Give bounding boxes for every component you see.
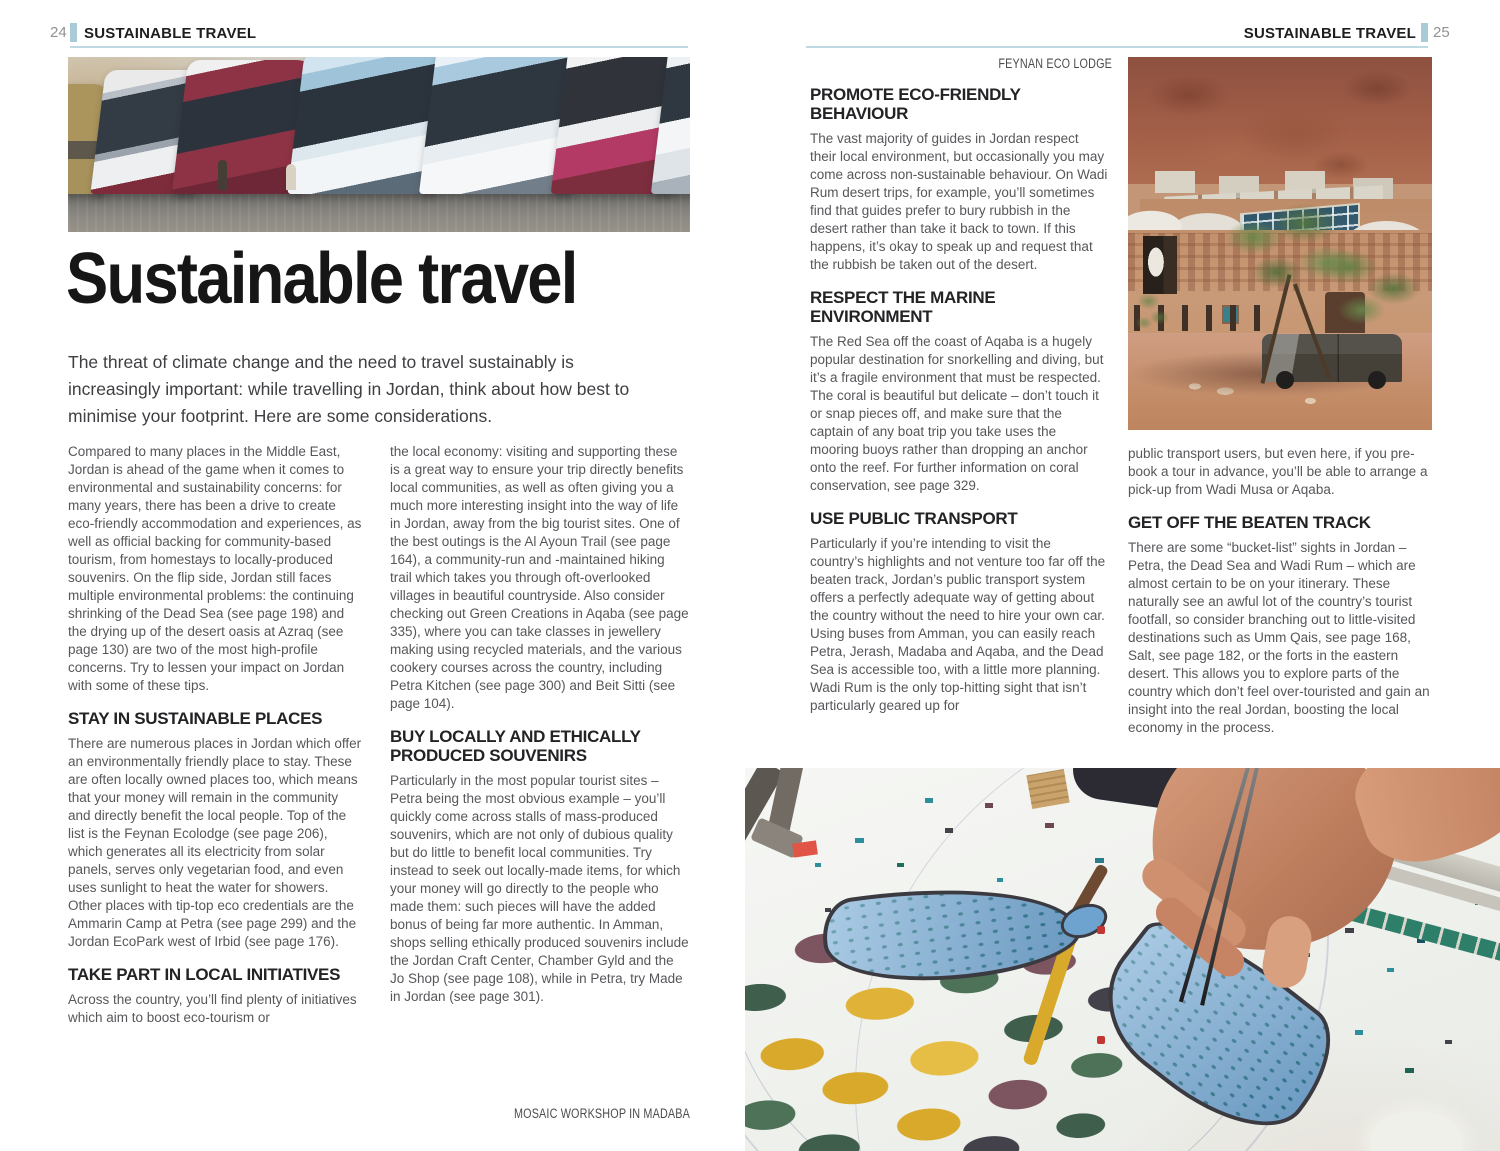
wood-block (1026, 769, 1069, 809)
tour-buses-photo (68, 57, 690, 232)
paragraph: Across the country, you’ll find plenty of initiatives which aim to boost eco-tourism or (68, 992, 357, 1025)
left-page-column-1 (68, 443, 364, 1027)
tree-foliage (1304, 229, 1432, 337)
section-heading-stay: STAY IN SUSTAINABLE PLACES (68, 709, 323, 728)
paragraph: Particularly in the most popular tourist sites – Petra being the most obvious example – you’ll quickly come across stalls of mass-produced souvenirs, which are not only of dubious quality but do little to benefit local communities. Try instead to seek out locally-made items, for which your money will go directly to the people who made them: such pieces will have the added bonus of being far more authentic. In Amman, shops selling ethically produced souvenirs include the Jordan Craft Center, Chamber Gyld and the Jo Shop (see page 108), while in Petra, try Made in Jordan (see page 301). (390, 773, 689, 1004)
header-rule-left (70, 46, 688, 48)
truck-wheel (1368, 371, 1386, 389)
paragraph: There are numerous places in Jordan which offer an environmentally friendly place to stay. These are often locally owned places too, which means that your money will remain in the community and directly benefit the local people. Top of the list is the Feynan Ecolodge (see page 206), which generates all its electricity from solar panels, serves only vegetarian food, and even uses sunlight to heat the water for showers. Other places with tip-top eco credentials are the Ammarin Camp at Petra (see page 299) and the Jordan EcoPark west of Irbid (see page 176). (68, 736, 362, 949)
person-silhouette (218, 160, 227, 190)
red-tessera (1097, 1036, 1105, 1044)
paragraph: Particularly if you’re intending to visit the country’s highlights and not venture too far off the beaten track, Jordan’s public transport system offers a perfectly adequate way of getting about the country without the need to hire your own car. Using buses from Amman, you can easily reach Petra, Jerash, Madaba and Aqaba, and the Dead Sea is accessible too, with a little more planning. Wadi Rum is the only top-hitting sight that isn’t particularly geared up for (810, 536, 1106, 713)
paragraph: the local economy: visiting and supporting these is a great way to ensure your trip directly benefits local communities, as well as often giving you a much more interesting insight into the way of life in Jordan, away from the big tourist sites. One of the best outings is the Al Ayoun Trail (see page 164), a community-run and -maintained hiking trail which takes you through oft-overlooked villages in beautiful countryside. Also consider checking out Green Creations in Aqaba (see page 335), where you can take classes in jewellery making using recycled materials, and the various cookery courses across the country, including Petra Kitchen (see page 300) and Beit Sitti (see page 104). (390, 444, 689, 711)
page-number-right: 25 (1433, 24, 1450, 41)
photo-caption-feynan: FEYNAN ECO LODGE (998, 56, 1112, 71)
paragraph: The Red Sea off the coast of Aqaba is a hugely popular destination for snorkelling and diving, but it’s a fragile environment that must be respected. The coral is beautiful but delicate – don’t touch it or snap pieces off, and make sure that the captain of any boat trip you take uses the mooring buoys rather than dropping an anchor onto the reef. For further information on coral conservation, see page 329. (810, 334, 1104, 493)
paragraph: public transport users, but even here, if you pre-book a tour in advance, you’ll be able to arrange a pick-up from Wadi Musa or Aqaba. (1128, 446, 1428, 497)
rock-hillside (1128, 57, 1432, 184)
paragraph: The vast majority of guides in Jordan respect their local environment, but occasionally you may come across non-sustainable behaviour. On Wadi Rum desert trips, for example, you’ll sometimes find that guides prefer to bury rubbish in the desert rather than take it back to town. If this happens, it’s okay to speak up and request that the rubbish be taken out of the desert. (810, 131, 1108, 272)
section-heading-transport: USE PUBLIC TRANSPORT (810, 509, 1018, 528)
feynan-eco-lodge-photo (1128, 57, 1432, 430)
truck-wheel (1276, 371, 1294, 389)
running-head-left: SUSTAINABLE TRAVEL (84, 25, 257, 42)
red-tessera (1097, 926, 1105, 934)
running-head-right: SUSTAINABLE TRAVEL (1243, 25, 1416, 42)
header-accent-bar-right (1421, 23, 1428, 42)
paragraph: Compared to many places in the Middle East, Jordan is ahead of the game when it comes to environmental and sustainability concerns: for many years, there has been a drive to create eco-friendly accommodation and experiences, as well as official backing for community-based tourism, from homestays to locally-produced souvenirs. On the flip side, Jordan still faces multiple environmental problems: the continuing shrinking of the Dead Sea (see page 198) and the drying up of the desert oasis at Azraq (see page 130) are two of the most high-profile concerns. Try to lessen your impact on Jordan with some of these tips. (68, 444, 362, 693)
section-heading-behaviour: PROMOTE ECO-FRIENDLY BEHAVIOUR (810, 85, 1021, 123)
mosaic-workshop-photo (745, 768, 1500, 1151)
header-accent-bar-left (70, 23, 77, 42)
page-title: Sustainable travel (66, 239, 577, 319)
page-number-left: 24 (50, 24, 67, 41)
section-heading-marine: RESPECT THE MARINE ENVIRONMENT (810, 288, 996, 326)
photo-caption-mosaic: MOSAIC WORKSHOP IN MADABA (513, 1106, 690, 1121)
section-heading-track: GET OFF THE BEATEN TRACK (1128, 513, 1371, 532)
right-page-column-2 (1128, 445, 1432, 737)
shrub (1131, 285, 1175, 339)
header-rule-right (806, 46, 1428, 48)
paragraph: There are some “bucket-list” sights in Jordan – Petra, the Dead Sea and Wadi Rum – which are almost certain to be on your itinerary. These naturally see an awful lot of the country’s tourist footfall, so consider branching out to little-visited destinations such as Umm Qais, see page 168, Salt, see page 182, or the forts in the eastern desert. This allows you to explore parts of the country which don’t feel over-touristed and gain an insight into the real Jordan, boosting the local economy in the process. (1128, 540, 1430, 735)
rooftop-units (1155, 171, 1195, 193)
left-page-column-2 (390, 443, 690, 1006)
pickup-truck (1262, 334, 1402, 382)
section-heading-souvenirs: BUY LOCALLY AND ETHICALLY PRODUCED SOUVENIRS (390, 727, 641, 765)
right-page-column-1 (810, 85, 1108, 715)
section-heading-initiatives: TAKE PART IN LOCAL INITIATIVES (68, 965, 341, 984)
person-silhouette (286, 164, 296, 190)
standfirst: The threat of climate change and the need to travel sustainably is increasingly important: while travelling in Jordan, think about how best to minimise your footprint. Here are some considerations. (68, 352, 630, 426)
